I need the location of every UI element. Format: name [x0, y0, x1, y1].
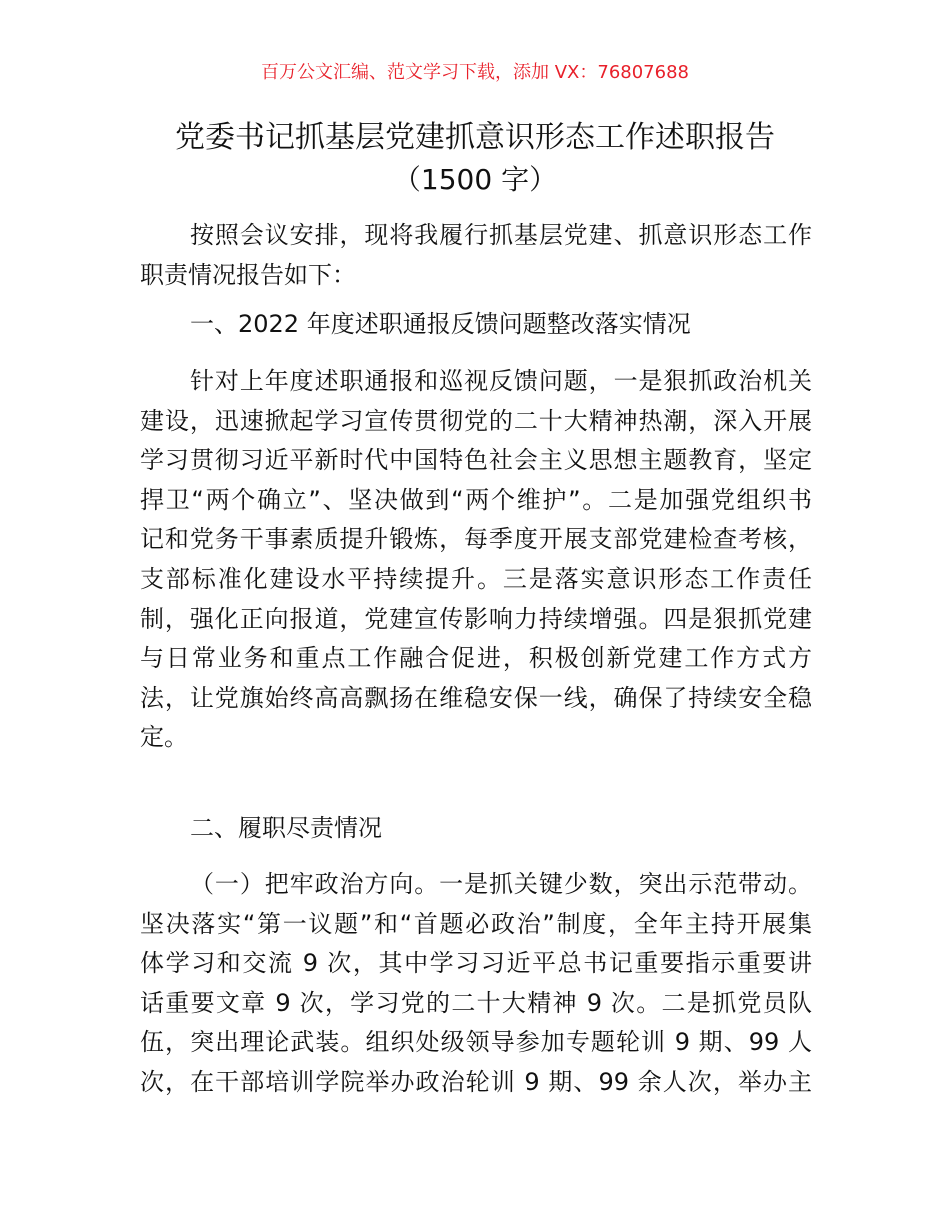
section1-paragraph [140, 362, 812, 758]
section1-heading: 一、2022 年度述职通报反馈问题整改落实情况 [190, 310, 691, 338]
document-title: 党委书记抓基层党建抓意识形态工作述职报告 [175, 120, 775, 155]
text-line: 伍，突出理论武装。组织处级领导参加专题轮训 9 期、99 人 [140, 1028, 812, 1057]
text-line: 职责情况报告如下： [140, 260, 356, 289]
text-line: 按照会议安排，现将我履行抓基层党建、抓意识形态工作 [190, 221, 812, 249]
text-line: 体学习和交流 9 次，其中学习习近平总书记重要指示重要讲 [140, 949, 812, 978]
text-line: 话重要文章 9 次，学习党的二十大精神 9 次。二是抓党员队 [140, 988, 812, 1017]
text-line: 定。 [140, 723, 188, 752]
text-line: 学习贯彻习近平新时代中国特色社会主义思想主题教育，坚定 [140, 446, 812, 475]
text-line: 针对上年度述职通报和巡视反馈问题，一是狠抓政治机关 [190, 367, 812, 395]
text-line: （一）把牢政治方向。一是抓关键少数，突出示范带动。 [190, 870, 812, 898]
text-line: 次，在干部培训学院举办政治轮训 9 期、99 余人次，举办主 [140, 1067, 812, 1096]
intro-paragraph [140, 216, 812, 295]
text-line: 记和党务干事素质提升锻炼，每季度开展支部党建检查考核， [140, 525, 812, 554]
text-line: 坚决落实“第一议题”和“首题必政治”制度，全年主持开展集 [140, 909, 812, 938]
section2-heading: 二、履职尽责情况 [190, 814, 382, 842]
text-line: 支部标准化建设水平持续提升。三是落实意识形态工作责任 [140, 564, 812, 593]
text-line: 捍卫“两个确立”、坚决做到“两个维护”。二是加强党组织书 [140, 485, 812, 514]
text-line: 制，强化正向报道，党建宣传影响力持续增强。四是狠抓党建 [140, 604, 812, 633]
section2-paragraph [140, 865, 812, 1103]
document-subtitle: （1500 字） [392, 163, 558, 196]
watermark-header: 百万公文汇编、范文学习下载，添加 VX：76807688 [261, 62, 689, 83]
text-line: 法，让党旗始终高高飘扬在维稳安保一线，确保了持续安全稳 [140, 683, 812, 712]
text-line: 与日常业务和重点工作融合促进，积极创新党建工作方式方 [140, 644, 812, 673]
text-line: 建设，迅速掀起学习宣传贯彻党的二十大精神热潮，深入开展 [140, 406, 812, 435]
